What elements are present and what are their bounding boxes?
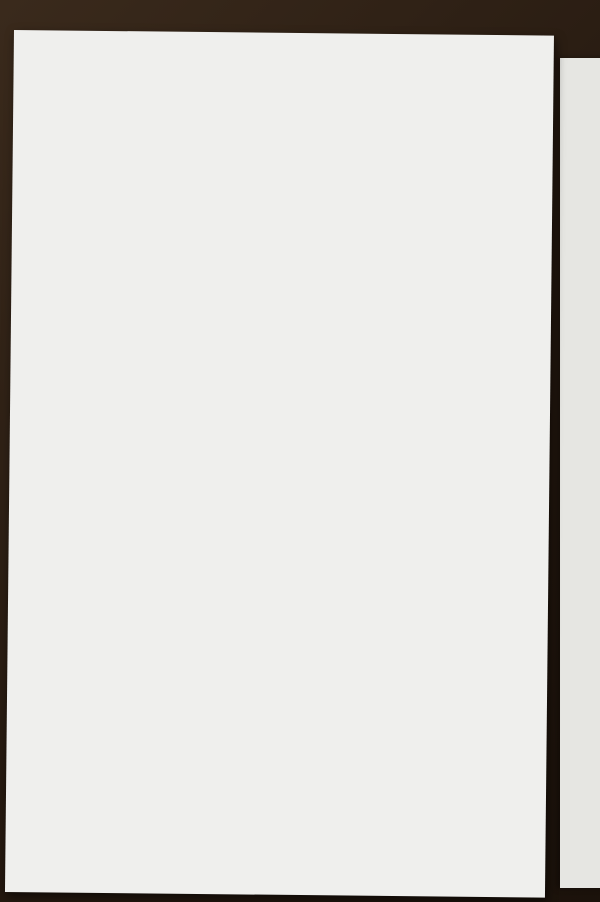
plenary-heading (43, 106, 541, 111)
table-of-contents (43, 96, 541, 111)
page-title (43, 96, 541, 101)
plenary-entries (43, 106, 541, 111)
right-facing-page (560, 58, 600, 888)
document-page (5, 30, 554, 898)
page-number (35, 842, 533, 847)
sections (43, 106, 541, 111)
